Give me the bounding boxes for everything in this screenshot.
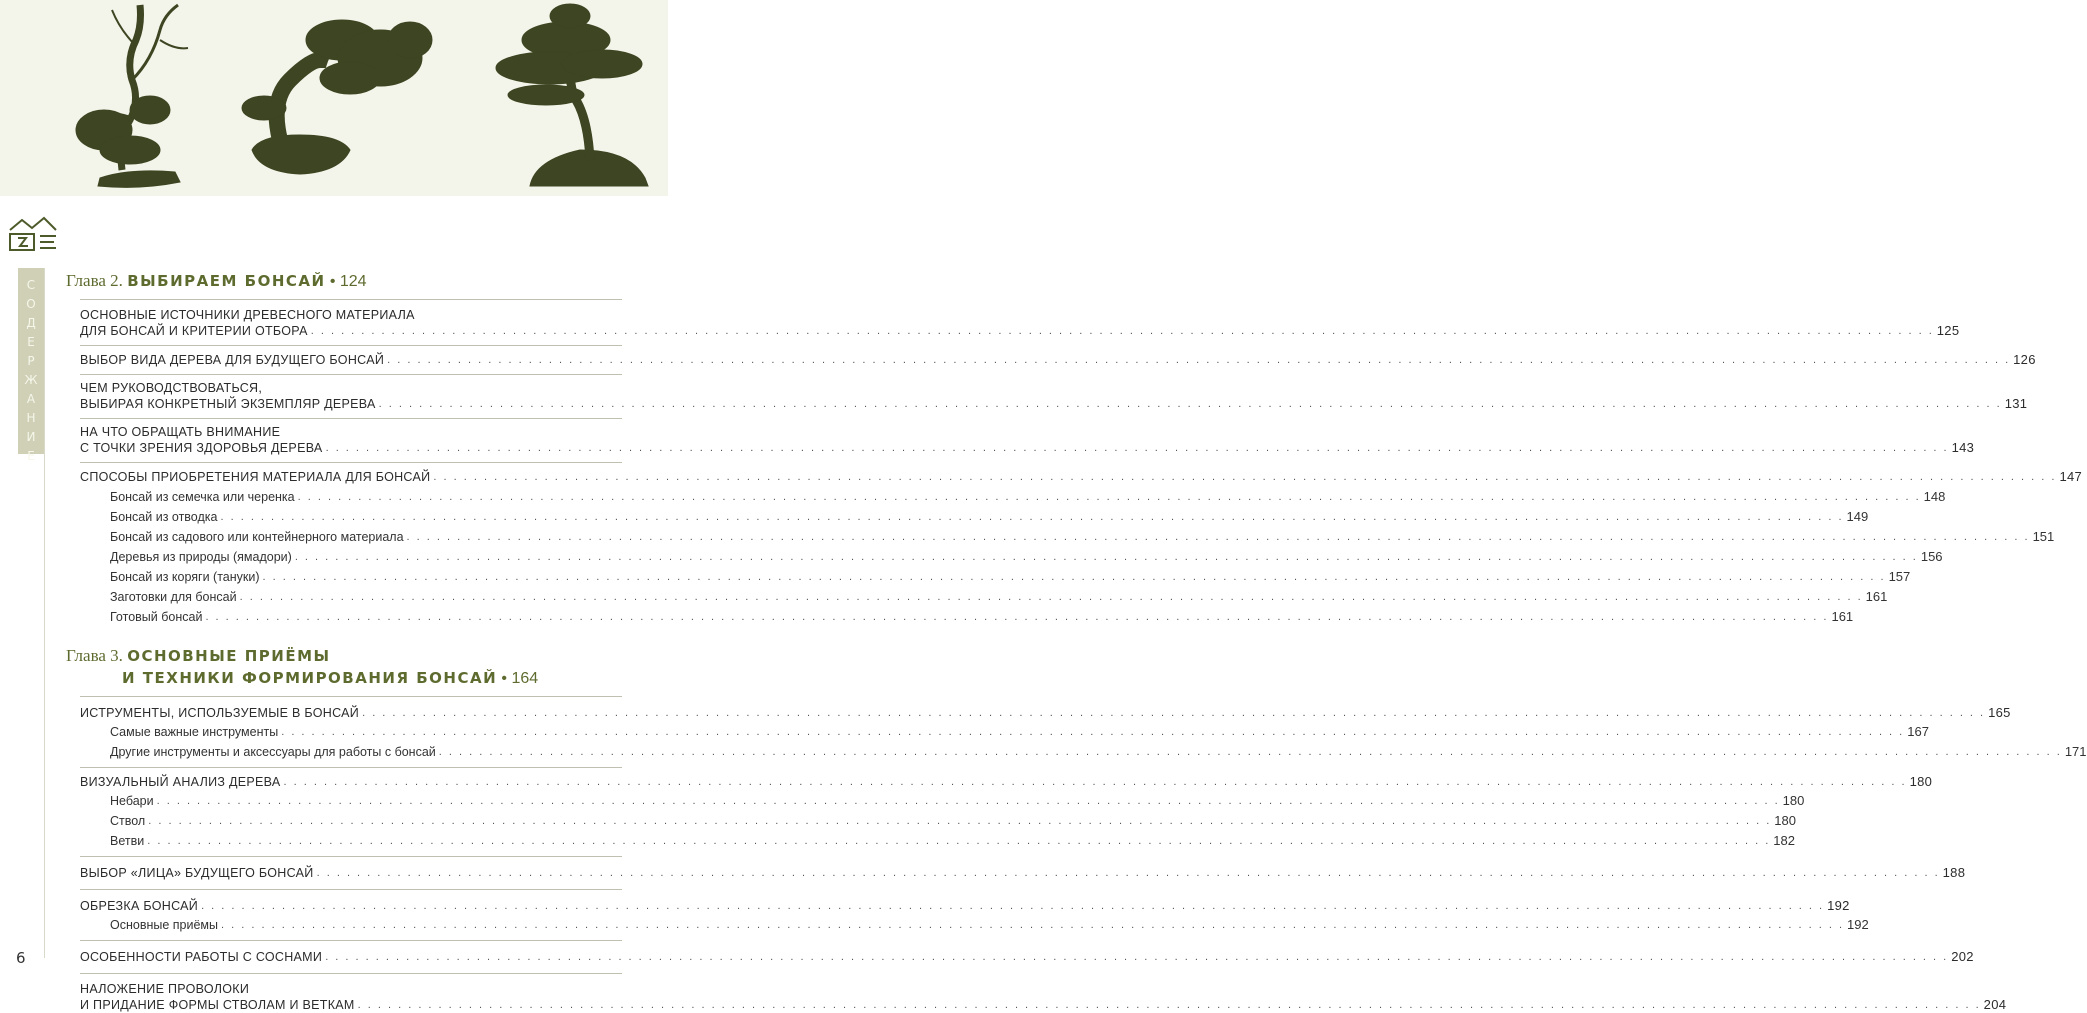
leader-dots bbox=[387, 352, 2010, 368]
toc-page-number: 192 bbox=[1847, 917, 1869, 932]
toc-entry[interactable] bbox=[80, 949, 1974, 965]
chapter-logo-icon bbox=[4, 212, 62, 256]
sidebar-letter: Е bbox=[27, 449, 35, 463]
leader-dots bbox=[157, 791, 1780, 811]
section-rule bbox=[80, 856, 622, 857]
section-rule bbox=[80, 462, 622, 463]
toc-subentry-text: Другие инструменты и аксессуары для работы с бонсай bbox=[110, 745, 436, 759]
leader-dots bbox=[362, 705, 1985, 721]
leader-dots bbox=[358, 997, 1981, 1013]
toc-subentry-text: Бонсай из коряги (тануки) bbox=[110, 570, 260, 584]
toc-page-number: 180 bbox=[1774, 813, 1796, 828]
chapter-3-prefix: Глава 3. bbox=[66, 646, 123, 665]
toc-subentries bbox=[80, 487, 2055, 627]
toc-subentry[interactable] bbox=[80, 722, 1929, 742]
leader-dots bbox=[379, 396, 2002, 412]
toc-entry[interactable] bbox=[80, 425, 1975, 456]
toc-entry-line: И ПРИДАНИЕ ФОРМЫ СТВОЛАМ И ВЕТКАМ bbox=[80, 998, 355, 1012]
toc-entry-line: ВЫБОР «ЛИЦА» БУДУЩЕГО БОНСАЙ bbox=[80, 866, 314, 880]
sidebar-contents-label bbox=[18, 268, 44, 463]
chapter-2-rule bbox=[80, 299, 622, 300]
sidebar-letter: А bbox=[26, 392, 36, 406]
toc-page-number: 156 bbox=[1920, 549, 1943, 564]
toc-subentry-text: Небари bbox=[110, 794, 154, 808]
table-of-contents bbox=[66, 270, 2087, 1013]
toc-page-number: 161 bbox=[1865, 589, 1888, 604]
chapter-3-title-line1: ОСНОВНЫЕ ПРИЁМЫ bbox=[127, 647, 331, 665]
toc-entry[interactable] bbox=[80, 705, 2011, 721]
toc-page-number: 180 bbox=[1782, 793, 1805, 808]
leader-dots bbox=[295, 547, 1918, 567]
leader-dots bbox=[205, 607, 1828, 627]
section-rule bbox=[80, 767, 622, 768]
leader-dots bbox=[220, 507, 1843, 527]
leader-dots bbox=[325, 949, 1948, 965]
chapter-2-title: ВЫБИРАЕМ БОНСАЙ bbox=[127, 272, 326, 290]
sidebar-letter: Ж bbox=[24, 373, 38, 387]
section-rule bbox=[80, 973, 622, 974]
toc-subentries bbox=[80, 791, 1805, 851]
toc-page-number: 148 bbox=[1923, 489, 1946, 504]
sidebar-letter: Р bbox=[27, 354, 35, 368]
toc-entry-line: НАЛОЖЕНИЕ ПРОВОЛОКИ bbox=[80, 982, 250, 996]
chapter-3-sections bbox=[80, 705, 2087, 1013]
leader-dots bbox=[311, 323, 1934, 339]
toc-entry[interactable] bbox=[80, 865, 1966, 881]
bonsai-tree-illustration-3 bbox=[470, 0, 660, 192]
section-rule bbox=[80, 374, 622, 375]
toc-entry[interactable] bbox=[80, 898, 1850, 914]
leader-dots bbox=[433, 469, 2056, 485]
chapter-2-sections bbox=[80, 308, 2083, 627]
section-rule bbox=[80, 418, 622, 419]
toc-subentry[interactable] bbox=[80, 791, 1805, 811]
toc-subentry[interactable] bbox=[80, 607, 1854, 627]
section-rule bbox=[80, 345, 622, 346]
toc-entry[interactable] bbox=[80, 774, 1933, 790]
leader-dots bbox=[263, 567, 1886, 587]
toc-entry[interactable] bbox=[80, 982, 2007, 1013]
toc-entry-line: С ТОЧКИ ЗРЕНИЯ ЗДОРОВЬЯ ДЕРЕВА bbox=[80, 441, 323, 455]
toc-page-number: 167 bbox=[1907, 724, 1929, 739]
sidebar-letter: С bbox=[26, 278, 36, 292]
toc-page-number: 182 bbox=[1773, 833, 1795, 848]
toc-subentry-text: Готовый бонсай bbox=[110, 610, 203, 624]
toc-subentry[interactable] bbox=[80, 831, 1795, 851]
leader-dots bbox=[201, 898, 1824, 914]
toc-page-number: 161 bbox=[1831, 609, 1854, 624]
chapter-3-page: • 164 bbox=[501, 670, 539, 687]
leader-dots bbox=[281, 722, 1904, 742]
leader-dots bbox=[221, 915, 1844, 935]
sidebar-letter: О bbox=[26, 297, 36, 311]
toc-subentry-text: Основные приёмы bbox=[110, 918, 219, 932]
toc-entry-line: ОСНОВНЫЕ ИСТОЧНИКИ ДРЕВЕСНОГО МАТЕРИАЛА bbox=[80, 308, 415, 322]
section-rule bbox=[80, 889, 622, 890]
bonsai-tree-illustration-1 bbox=[60, 0, 210, 190]
toc-page-number: 192 bbox=[1827, 898, 1850, 913]
toc-entry-line: ДЛЯ БОНСАЙ И КРИТЕРИИ ОТБОРА bbox=[80, 324, 308, 338]
page-number: 6 bbox=[16, 949, 26, 967]
sidebar-letter: Н bbox=[26, 411, 36, 425]
toc-entry-line: ВЫБИРАЯ КОНКРЕТНЫЙ ЭКЗЕМПЛЯР ДЕРЕВА bbox=[80, 397, 376, 411]
toc-entry-line: СПОСОБЫ ПРИОБРЕТЕНИЯ МАТЕРИАЛА ДЛЯ БОНСАЙ bbox=[80, 470, 431, 484]
leader-dots bbox=[147, 831, 1770, 851]
sidebar-letter: Д bbox=[26, 316, 36, 330]
toc-page-number: 131 bbox=[2004, 396, 2028, 411]
toc-page-number: 126 bbox=[2013, 352, 2036, 367]
toc-subentry[interactable] bbox=[80, 527, 2055, 547]
toc-subentries bbox=[80, 722, 2087, 762]
toc-entry[interactable] bbox=[80, 352, 2036, 368]
toc-subentry[interactable] bbox=[80, 915, 1869, 935]
section-rule bbox=[80, 940, 622, 941]
chapter-3-rule bbox=[80, 696, 622, 697]
toc-page-number: 151 bbox=[2032, 529, 2055, 544]
toc-subentries bbox=[80, 915, 1869, 935]
chapter-2-prefix: Глава 2. bbox=[66, 271, 123, 290]
toc-entry-line: ВИЗУАЛЬНЫЙ АНАЛИЗ ДЕРЕВА bbox=[80, 775, 281, 789]
leader-dots bbox=[326, 440, 1949, 456]
toc-entry[interactable] bbox=[80, 381, 2028, 412]
chapter-2-heading[interactable] bbox=[66, 270, 622, 293]
toc-page-number: 147 bbox=[2059, 469, 2083, 484]
toc-subentry[interactable] bbox=[80, 742, 2087, 762]
toc-page-number: 202 bbox=[1951, 949, 1974, 964]
toc-subentry-text: Бонсай из садового или контейнерного материала bbox=[110, 530, 404, 544]
toc-page-number: 157 bbox=[1888, 569, 1911, 584]
leader-dots bbox=[439, 742, 2062, 762]
chapter-3-title-line2: И ТЕХНИКИ ФОРМИРОВАНИЯ БОНСАЙ bbox=[122, 669, 498, 687]
toc-subentry[interactable] bbox=[80, 547, 1943, 567]
toc-entry-line: ОБРЕЗКА БОНСАЙ bbox=[80, 899, 199, 913]
leader-dots bbox=[240, 587, 1863, 607]
toc-subentry-text: Самые важные инструменты bbox=[110, 725, 279, 739]
toc-page-number: 171 bbox=[2064, 744, 2087, 759]
leader-dots bbox=[317, 865, 1940, 881]
chapter-3-heading[interactable] bbox=[66, 645, 622, 690]
toc-page-number: 204 bbox=[1983, 997, 2007, 1012]
chapter-2-page: • 124 bbox=[329, 273, 367, 290]
leader-dots bbox=[284, 774, 1907, 790]
toc-entry-line: ВЫБОР ВИДА ДЕРЕВА ДЛЯ БУДУЩЕГО БОНСАЙ bbox=[80, 353, 385, 367]
toc-entry[interactable] bbox=[80, 308, 1960, 339]
toc-subentry[interactable] bbox=[80, 567, 1911, 587]
toc-page-number: 180 bbox=[1909, 774, 1933, 789]
toc-subentry-text: Ствол bbox=[110, 814, 146, 828]
toc-subentry[interactable] bbox=[80, 811, 1796, 831]
toc-subentry-text: Ветви bbox=[110, 834, 145, 848]
toc-page-number: 165 bbox=[1988, 705, 2011, 720]
toc-page-number: 143 bbox=[1951, 440, 1975, 455]
toc-subentry-text: Заготовки для бонсай bbox=[110, 590, 237, 604]
toc-entry-line: ЧЕМ РУКОВОДСТВОВАТЬСЯ, bbox=[80, 381, 263, 395]
sidebar-divider bbox=[44, 268, 45, 958]
sidebar-letter: И bbox=[26, 430, 36, 444]
leader-dots bbox=[148, 811, 1771, 831]
bonsai-tree-illustration-2 bbox=[230, 0, 440, 190]
toc-subentry[interactable] bbox=[80, 587, 1888, 607]
toc-entry-line: ОСОБЕННОСТИ РАБОТЫ С СОСНАМИ bbox=[80, 950, 323, 964]
toc-page-number: 149 bbox=[1846, 509, 1869, 524]
toc-subentry[interactable] bbox=[80, 507, 1869, 527]
toc-entry-line: ИСТРУМЕНТЫ, ИСПОЛЬЗУЕМЫЕ В БОНСАЙ bbox=[80, 706, 360, 720]
toc-page-number: 125 bbox=[1936, 323, 1960, 338]
toc-entry-line: НА ЧТО ОБРАЩАТЬ ВНИМАНИЕ bbox=[80, 425, 281, 439]
sidebar-letter: Е bbox=[27, 335, 35, 349]
leader-dots bbox=[407, 527, 2030, 547]
leader-dots bbox=[298, 487, 1921, 507]
toc-subentry[interactable] bbox=[80, 487, 1946, 507]
toc-subentry-text: Бонсай из отводка bbox=[110, 510, 218, 524]
toc-page-number: 188 bbox=[1942, 865, 1966, 880]
toc-subentry-text: Бонсай из семечка или черенка bbox=[110, 490, 295, 504]
toc-subentry-text: Деревья из природы (ямадори) bbox=[110, 550, 292, 564]
toc-entry[interactable] bbox=[80, 469, 2083, 485]
